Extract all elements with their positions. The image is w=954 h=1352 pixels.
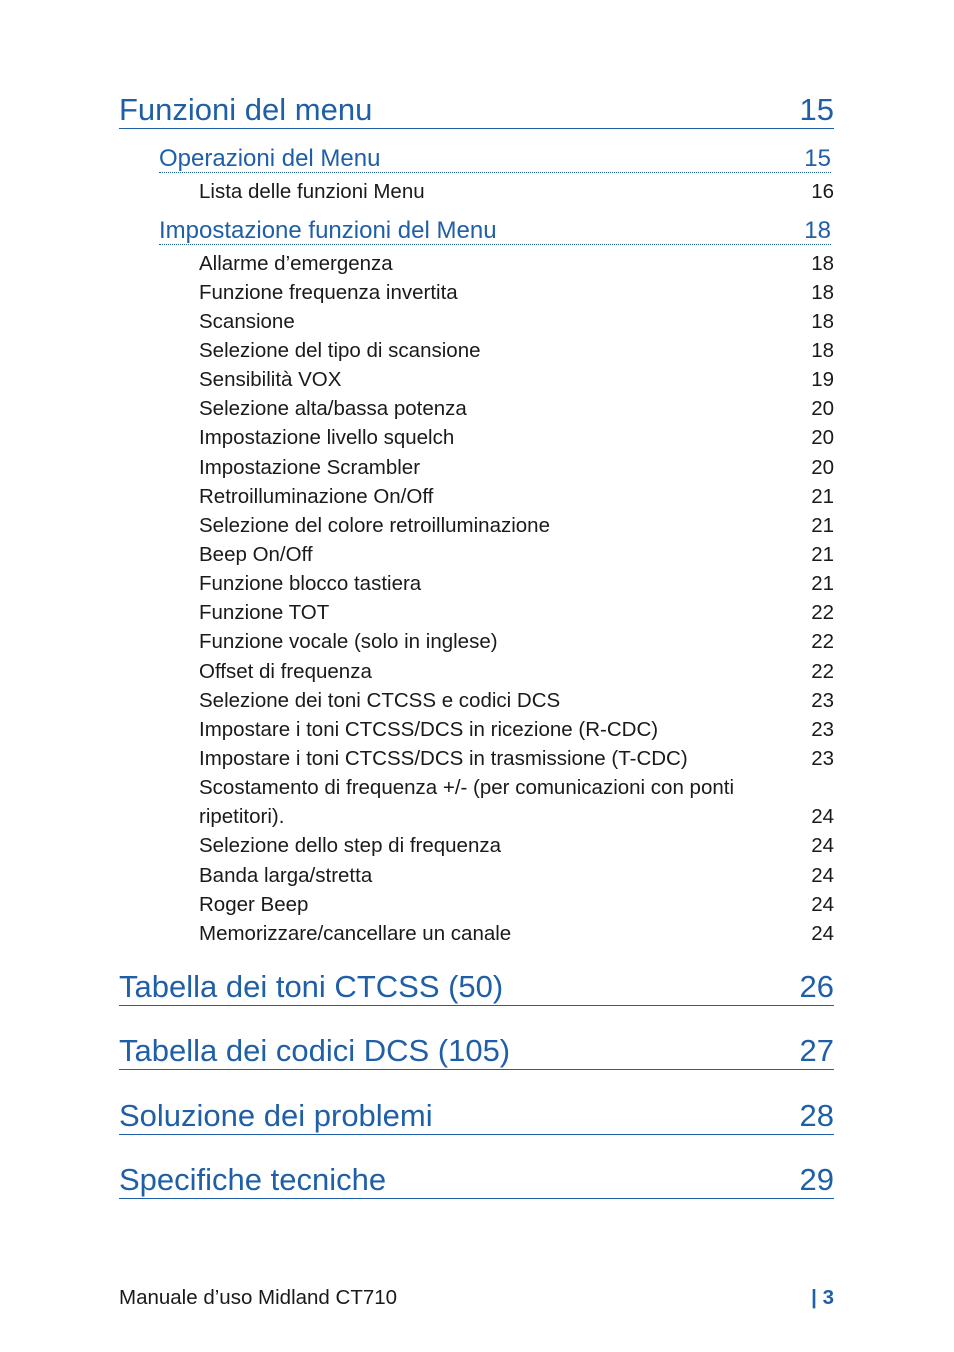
toc-item-title: Impostare i toni CTCSS/DCS in ricezione (R-CDC) xyxy=(199,718,659,741)
toc-subheading-page: 18 xyxy=(804,217,831,244)
toc-item[interactable] xyxy=(199,715,834,744)
toc-item-page: 21 xyxy=(811,543,834,566)
toc-item-page: 18 xyxy=(811,252,834,275)
toc-item-page: 23 xyxy=(811,747,834,770)
toc-item-title: Selezione dello step di frequenza xyxy=(199,834,502,857)
toc-item-page: 20 xyxy=(811,426,834,449)
toc-item[interactable] xyxy=(199,861,834,890)
toc-subheading-title: Impostazione funzioni del Menu xyxy=(159,217,497,244)
toc-heading-title: Tabella dei codici DCS (105) xyxy=(119,1033,511,1068)
toc-heading-title: Specifiche tecniche xyxy=(119,1162,387,1197)
toc-item[interactable] xyxy=(199,744,834,773)
toc-item-page: 18 xyxy=(811,310,834,333)
toc-item-title: Beep On/Off xyxy=(199,543,313,566)
toc-item-page: 22 xyxy=(811,630,834,653)
toc-item[interactable] xyxy=(199,657,834,686)
toc-item-page: 22 xyxy=(811,660,834,683)
toc-subheading-page: 15 xyxy=(804,145,831,172)
toc-item-page: 24 xyxy=(811,805,834,828)
toc-item-title: Scansione xyxy=(199,310,295,333)
toc-item-title: Impostazione Scrambler xyxy=(199,456,421,479)
toc-item[interactable] xyxy=(199,278,834,307)
toc-item-page: 21 xyxy=(811,485,834,508)
toc-item-page: 23 xyxy=(811,689,834,712)
toc-item[interactable] xyxy=(199,511,834,540)
toc-item-page: 24 xyxy=(811,834,834,857)
toc-item-title: Retroilluminazione On/Off xyxy=(199,485,434,508)
toc-heading-specifiche[interactable] xyxy=(119,1158,834,1199)
toc-item[interactable] xyxy=(199,482,834,511)
toc-item-title: Sensibilità VOX xyxy=(199,368,342,391)
toc-item-title: Impostazione livello squelch xyxy=(199,426,455,449)
toc-item[interactable] xyxy=(199,394,834,423)
toc-item-title: Selezione del tipo di scansione xyxy=(199,339,481,362)
toc-item-title: Impostare i toni CTCSS/DCS in trasmissione (T-CDC) xyxy=(199,747,688,770)
toc-item-page: 22 xyxy=(811,601,834,624)
toc-item-title: Allarme d’emergenza xyxy=(199,252,393,275)
toc-heading-dcs[interactable] xyxy=(119,1029,834,1070)
toc-item-page: 20 xyxy=(811,397,834,420)
footer-manual-title: Manuale d’uso Midland CT710 xyxy=(119,1286,398,1309)
toc-item-title: Funzione frequenza invertita xyxy=(199,281,458,304)
toc-item[interactable] xyxy=(199,569,834,598)
toc-subheading-title: Operazioni del Menu xyxy=(159,145,381,172)
toc-item[interactable] xyxy=(199,177,834,206)
toc-item-title: Banda larga/stretta xyxy=(199,864,373,887)
toc-item-scostamento[interactable] xyxy=(199,773,834,831)
toc-item-page: 24 xyxy=(811,893,834,916)
toc-item-page: 24 xyxy=(811,864,834,887)
toc-item-page: 21 xyxy=(811,514,834,537)
toc-item[interactable] xyxy=(199,540,834,569)
toc-item[interactable] xyxy=(199,365,834,394)
toc-item-page: 18 xyxy=(811,281,834,304)
toc-subheading-impostazione[interactable] xyxy=(159,214,831,245)
toc-item-page: 23 xyxy=(811,718,834,741)
toc-item[interactable] xyxy=(199,919,834,948)
toc-subheading-operazioni[interactable] xyxy=(159,142,831,173)
toc-heading-ctcss[interactable] xyxy=(119,965,834,1006)
toc-item-title: Roger Beep xyxy=(199,893,309,916)
toc-item-title: Selezione dei toni CTCSS e codici DCS xyxy=(199,689,561,712)
toc-item[interactable] xyxy=(199,831,834,860)
toc-heading-funzioni-del-menu[interactable] xyxy=(119,88,834,129)
toc-item-title-line2: ripetitori). xyxy=(199,805,285,828)
toc-item-title: Funzione TOT xyxy=(199,601,330,624)
toc-item[interactable] xyxy=(199,249,834,278)
toc-heading-page: 27 xyxy=(799,1033,834,1068)
toc-heading-title: Soluzione dei problemi xyxy=(119,1098,433,1133)
toc-heading-page: 29 xyxy=(799,1162,834,1197)
toc-heading-page: 26 xyxy=(799,969,834,1004)
toc-item-title: Memorizzare/cancellare un canale xyxy=(199,922,512,945)
toc-heading-title: Tabella dei toni CTCSS (50) xyxy=(119,969,504,1004)
toc-item-title-line1: Scostamento di frequenza +/- (per comunicazioni con ponti xyxy=(199,776,735,799)
toc-item-title: Lista delle funzioni Menu xyxy=(199,180,425,203)
toc-item-page: 24 xyxy=(811,922,834,945)
toc-heading-page: 28 xyxy=(799,1098,834,1133)
toc-item[interactable] xyxy=(199,686,834,715)
toc-item[interactable] xyxy=(199,307,834,336)
toc-heading-title: Funzioni del menu xyxy=(119,92,373,127)
toc-item[interactable] xyxy=(199,627,834,656)
toc-item-page: 18 xyxy=(811,339,834,362)
toc-item[interactable] xyxy=(199,453,834,482)
toc-item-page: 20 xyxy=(811,456,834,479)
toc-item[interactable] xyxy=(199,423,834,452)
toc-item-title: Selezione del colore retroilluminazione xyxy=(199,514,550,537)
toc-heading-page: 15 xyxy=(799,92,834,127)
toc-heading-soluzione[interactable] xyxy=(119,1094,834,1135)
toc-item[interactable] xyxy=(199,598,834,627)
toc-item[interactable] xyxy=(199,890,834,919)
footer-page-number: | 3 xyxy=(811,1286,834,1309)
toc-item-title: Funzione blocco tastiera xyxy=(199,572,422,595)
toc-item-page: 16 xyxy=(811,180,834,203)
toc-item-title: Funzione vocale (solo in inglese) xyxy=(199,630,498,653)
toc-item-page: 21 xyxy=(811,572,834,595)
toc-item-page: 19 xyxy=(811,368,834,391)
page-footer xyxy=(119,1283,834,1313)
toc-item-title: Offset di frequenza xyxy=(199,660,372,683)
toc-item[interactable] xyxy=(199,336,834,365)
toc-item-title: Selezione alta/bassa potenza xyxy=(199,397,467,420)
